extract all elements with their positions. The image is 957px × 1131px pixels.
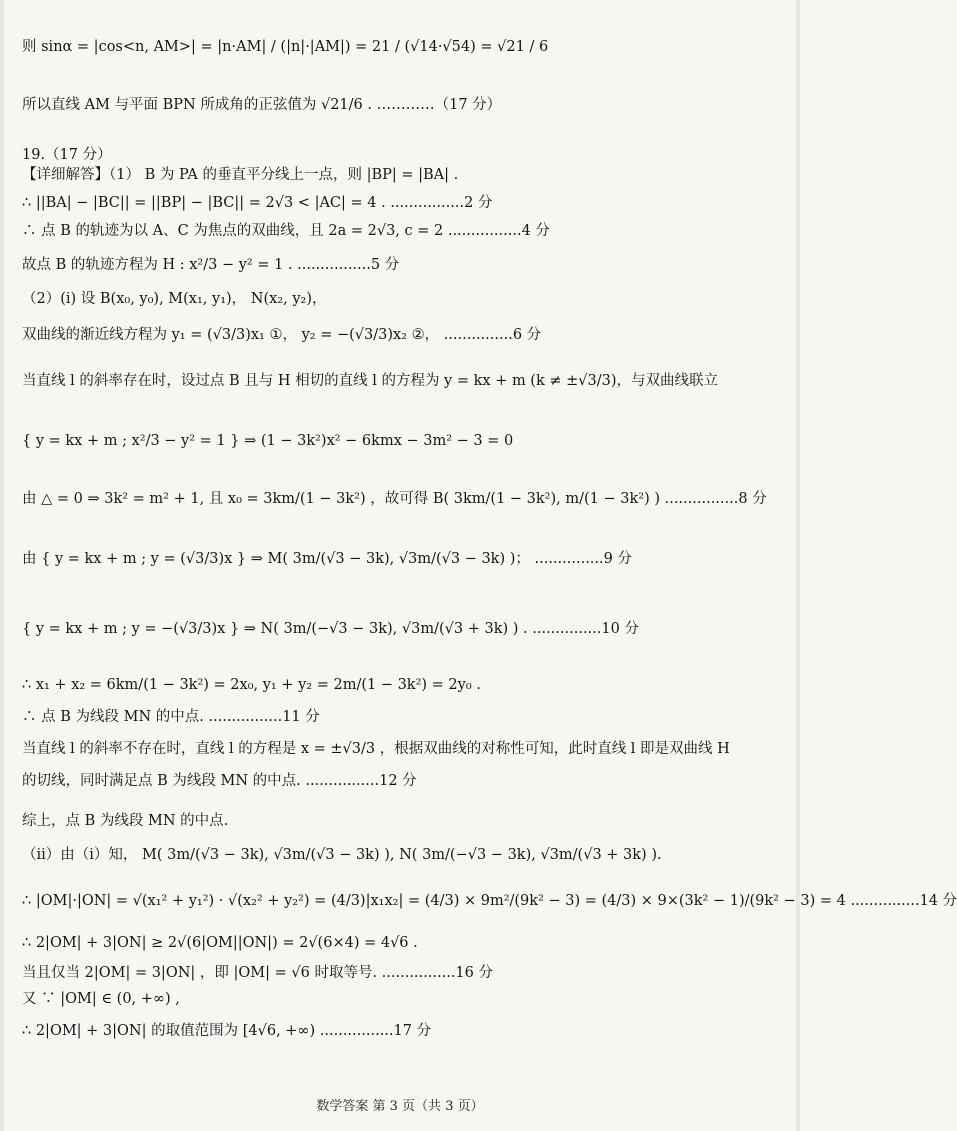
text-line: 故点 B 的轨迹方程为 H : x²/3 − y² = 1 . ................5 分: [22, 257, 400, 273]
text-line: ∴ ||BA| − |BC|| = ||BP| − |BC|| = 2√3 < |AC| = 4 . ................2 分: [22, 195, 493, 211]
text-line: 当且仅当 2|OM| = 3|ON| ，即 |OM| = √6 时取等号. ................16 分: [22, 965, 493, 981]
section-heading: 19.（17 分）: [22, 147, 112, 163]
text-line: ∴ 点 B 为线段 MN 的中点. ................11 分: [22, 709, 320, 725]
text-line: ∴ |OM|·|ON| = √(x₁² + y₁²) · √(x₂² + y₂²) = (4/3)|x₁x₂| = (4/3) × 9m²/(9k² − 3) = (4/3) × 9×(3k² − 1)/(9k² − 3) = 4 ...............14 分: [22, 893, 957, 909]
equation-system: { y = kx + m ; x²/3 − y² = 1 } ⇒ (1 − 3k²)x² − 6kmx − 3m² − 3 = 0: [22, 433, 514, 449]
equation-system: { y = kx + m ; y = −(√3/3)x } ⇒ N( 3m/(−√3 − 3k), √3m/(√3 + 3k) ) . ...............10 分: [22, 621, 639, 637]
text-line: 综上，点 B 为线段 MN 的中点.: [22, 813, 229, 829]
text-line: ∴ x₁ + x₂ = 6km/(1 − 3k²) = 2x₀, y₁ + y₂ = 2m/(1 − 3k²) = 2y₀ .: [22, 677, 481, 693]
text-line: 当直线 l 的斜率存在时，设过点 B 且与 H 相切的直线 l 的方程为 y = kx + m (k ≠ ±√3/3)，与双曲线联立: [22, 373, 718, 389]
text-line: （ii）由（i）知， M( 3m/(√3 − 3k), √3m/(√3 − 3k) ), N( 3m/(−√3 − 3k), √3m/(√3 + 3k) ).: [22, 847, 662, 863]
text-line: （2）(i) 设 B(x₀, y₀), M(x₁, y₁)， N(x₂, y₂)，: [22, 291, 327, 307]
text-line: 【详细解答】（1） B 为 PA 的垂直平分线上一点，则 |BP| = |BA| .: [22, 167, 459, 183]
text-line: 双曲线的渐近线方程为 y₁ = (√3/3)x₁ ①， y₂ = −(√3/3)x₂ ②， ...............6 分: [22, 327, 542, 343]
text-line: 当直线 l 的斜率不存在时，直线 l 的方程是 x = ±√3/3 ，根据双曲线的对称性可知，此时直线 l 即是双曲线 H: [22, 741, 730, 757]
text-line: ∴ 2|OM| + 3|ON| 的取值范围为 [4√6, +∞) ................17 分: [22, 1023, 432, 1039]
text-line: ∴ 点 B 的轨迹为以 A、C 为焦点的双曲线，且 2a = 2√3, c = 2 ................4 分: [22, 223, 550, 239]
text-line: 所以直线 AM 与平面 BPN 所成角的正弦值为 √21/6 . …………（17 分）: [22, 97, 502, 113]
text-line: 则 sinα = |cos<n, AM>| = |n·AM| / (|n|·|AM|) = 21 / (√14·√54) = √21 / 6: [22, 39, 549, 55]
text-line: 的切线，同时满足点 B 为线段 MN 的中点. ................12 分: [22, 773, 417, 789]
equation-system: 由 { y = kx + m ; y = (√3/3)x } ⇒ M( 3m/(√3 − 3k), √3m/(√3 − 3k) )； ...............9 分: [22, 551, 632, 567]
text-line: 又 ∵ |OM| ∈ (0, +∞) ,: [22, 991, 180, 1007]
page-footer: 数学答案 第 3 页（共 3 页）: [316, 1099, 484, 1114]
text-line: 由 △ = 0 ⇒ 3k² = m² + 1, 且 x₀ = 3km/(1 − 3k²) ，故可得 B( 3km/(1 − 3k²), m/(1 − 3k²) ) ................8 分: [22, 491, 767, 507]
text-line: ∴ 2|OM| + 3|ON| ≥ 2√(6|OM||ON|) = 2√(6×4) = 4√6 .: [22, 935, 418, 951]
